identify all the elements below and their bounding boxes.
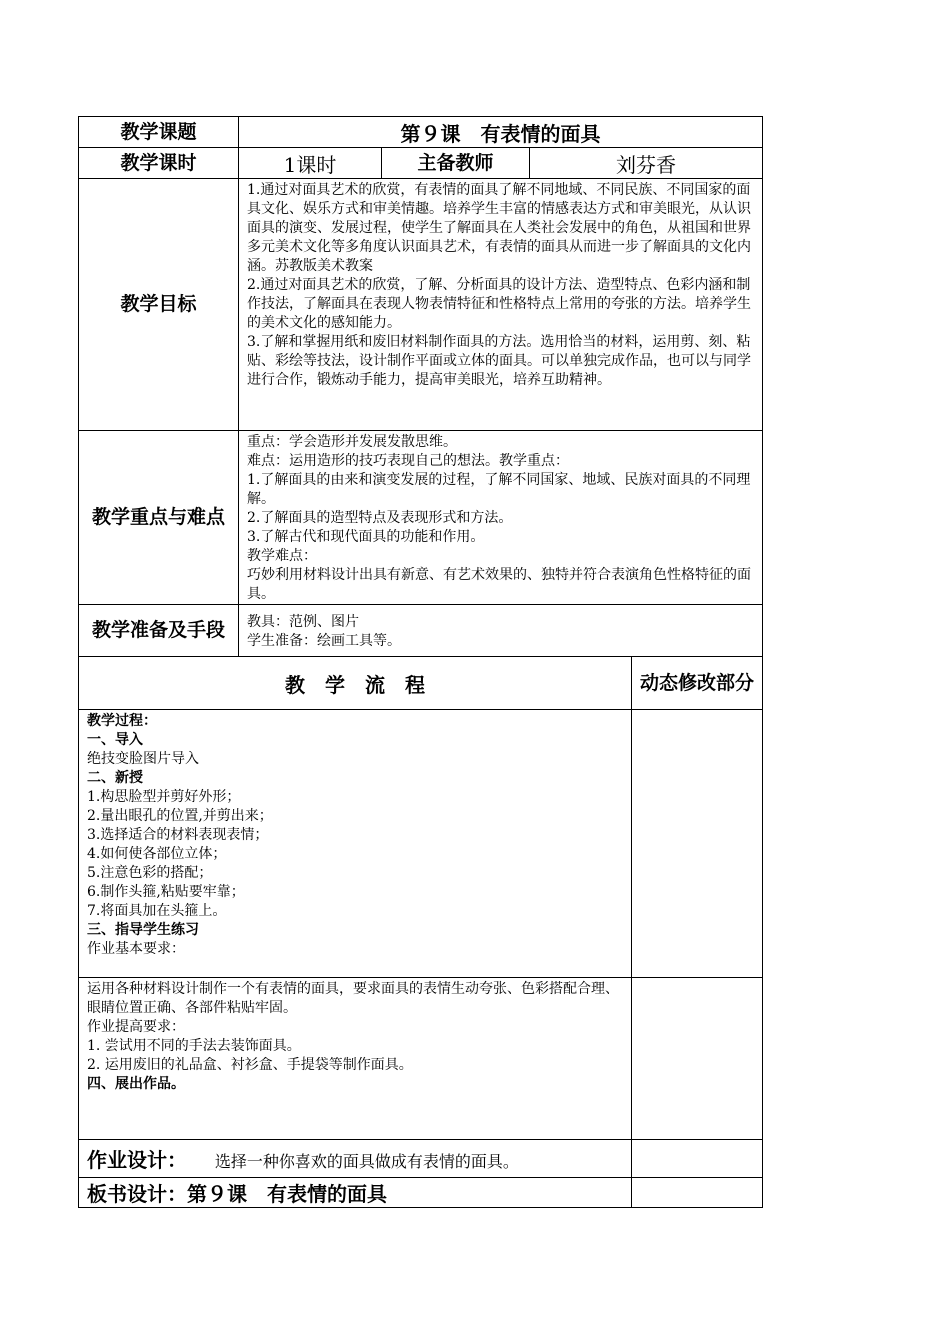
preparation-line: 教具：范例、图片 xyxy=(247,613,359,630)
flow-line: 7.将面具加在头箍上。 xyxy=(87,903,227,919)
keypoints-line: 难点：运用造形的技巧表现自己的想法。教学重点： xyxy=(247,453,569,469)
flow-part1-row xyxy=(79,710,763,978)
board-label: 板书设计：第９课 有表情的面具 xyxy=(79,1178,632,1208)
preparation-row xyxy=(79,605,763,657)
objectives-label: 教学目标 xyxy=(79,179,239,431)
flow-part1-content xyxy=(79,710,632,978)
flow-side-title: 动态修改部分 xyxy=(632,657,763,710)
keypoints-row xyxy=(79,431,763,605)
flow-line: 三、指导学生练习 xyxy=(87,922,199,938)
homework-notes xyxy=(632,1140,763,1178)
flow-part1-notes xyxy=(632,710,763,978)
flow-line: 4.如何使各部位立体； xyxy=(87,846,227,862)
objectives-line: 3.了解和掌握用纸和废旧材料制作面具的方法。选用恰当的材料，运用剪、刻、粘贴、彩绘等技法，设计制作平面或立体的面具。可以单独完成作品，也可以与同学进行合作，锻炼动手能力，提高审美眼光，培养互助精神。 xyxy=(247,334,751,388)
hours-label: 教学课时 xyxy=(79,148,239,179)
hours-value: 1课时 xyxy=(239,148,382,179)
homework-cell xyxy=(79,1140,632,1178)
objectives-content xyxy=(239,179,763,431)
flow-line: 作业基本要求： xyxy=(87,941,185,957)
keypoints-line: 重点：学会造形并发展发散思维。 xyxy=(247,434,457,450)
flow-line: 2.量出眼孔的位置,并剪出来； xyxy=(87,808,273,824)
topic-row xyxy=(79,117,763,148)
homework-text: 选择一种你喜欢的面具做成有表情的面具。 xyxy=(214,1152,519,1171)
teacher-value: 刘芬香 xyxy=(530,148,763,179)
flow-line: 1. 尝试用不同的手法去装饰面具。 xyxy=(87,1038,301,1054)
flow-part2-row xyxy=(79,978,763,1140)
flow-heading-row xyxy=(79,657,763,710)
flow-line: 教学过程： xyxy=(87,713,157,729)
flow-line: 5.注意色彩的搭配； xyxy=(87,865,213,881)
flow-line: 作业提高要求： xyxy=(87,1019,185,1035)
flow-line: 2. 运用废旧的礼品盒、衬衫盒、手提袋等制作面具。 xyxy=(87,1057,413,1073)
flow-part2-content xyxy=(79,978,632,1140)
flow-title: 教 学 流 程 xyxy=(79,657,632,710)
lesson-plan-table xyxy=(78,116,763,1208)
objectives-row xyxy=(79,179,763,431)
keypoints-line: 1.了解面具的由来和演变发展的过程，了解不同国家、地域、民族对面具的不同理解。 xyxy=(247,472,751,507)
homework-label: 作业设计： xyxy=(87,1148,187,1172)
objectives-line: 1.通过对面具艺术的欣赏，有表情的面具了解不同地域、不同民族、不同国家的面具文化、娱乐方式和审美情趣。培养学生丰富的情感表达方式和审美眼光，从认识面具的演变、发展过程，使学生了解面具在人类社会发展中的角色，从祖国和世界多元美术文化等多角度认识面具艺术，有表情的面具从而进一步了解面具的文化内涵。苏教版美术教案 xyxy=(247,182,751,274)
objectives-line: 2.通过对面具艺术的欣赏，了解、分析面具的设计方法、造型特点、色彩内涵和制作技法，了解面具在表现人物表情特征和性格特点上常用的夸张的方法。培养学生的美术文化的感知能力。 xyxy=(247,277,751,331)
board-notes xyxy=(632,1178,763,1208)
flow-part2-notes xyxy=(632,978,763,1140)
preparation-label: 教学准备及手段 xyxy=(79,605,239,657)
flow-line: 一、导入 xyxy=(87,732,143,748)
flow-line: 运用各种材料设计制作一个有表情的面具，要求面具的表情生动夸张、色彩搭配合理、眼睛位置正确、各部件粘贴牢固。 xyxy=(87,981,619,1016)
lesson-plan-sheet xyxy=(78,116,762,1208)
topic-label: 教学课题 xyxy=(79,117,239,148)
flow-line: 二、新授 xyxy=(87,770,143,786)
keypoints-line: 2.了解面具的造型特点及表现形式和方法。 xyxy=(247,510,513,526)
keypoints-label: 教学重点与难点 xyxy=(79,431,239,605)
flow-line: 绝技变脸图片导入 xyxy=(87,751,199,767)
flow-line: 3.选择适合的材料表现表情； xyxy=(87,827,269,843)
preparation-line: 学生准备：绘画工具等。 xyxy=(247,632,401,649)
keypoints-line: 巧妙利用材料设计出具有新意、有艺术效果的、独特并符合表演角色性格特征的面具。 xyxy=(247,567,751,602)
teacher-label: 主备教师 xyxy=(382,148,530,179)
homework-row xyxy=(79,1140,763,1178)
keypoints-line: 3.了解古代和现代面具的功能和作用。 xyxy=(247,529,485,545)
board-row xyxy=(79,1178,763,1208)
hours-row xyxy=(79,148,763,179)
keypoints-line: 教学难点： xyxy=(247,548,317,564)
flow-line: 四、展出作品。 xyxy=(87,1076,185,1092)
preparation-content xyxy=(239,605,763,657)
flow-line: 1.构思脸型并剪好外形； xyxy=(87,789,241,805)
topic-value: 第９课 有表情的面具 xyxy=(239,117,763,148)
keypoints-content xyxy=(239,431,763,605)
flow-line: 6.制作头箍,粘贴要牢靠； xyxy=(87,884,245,900)
